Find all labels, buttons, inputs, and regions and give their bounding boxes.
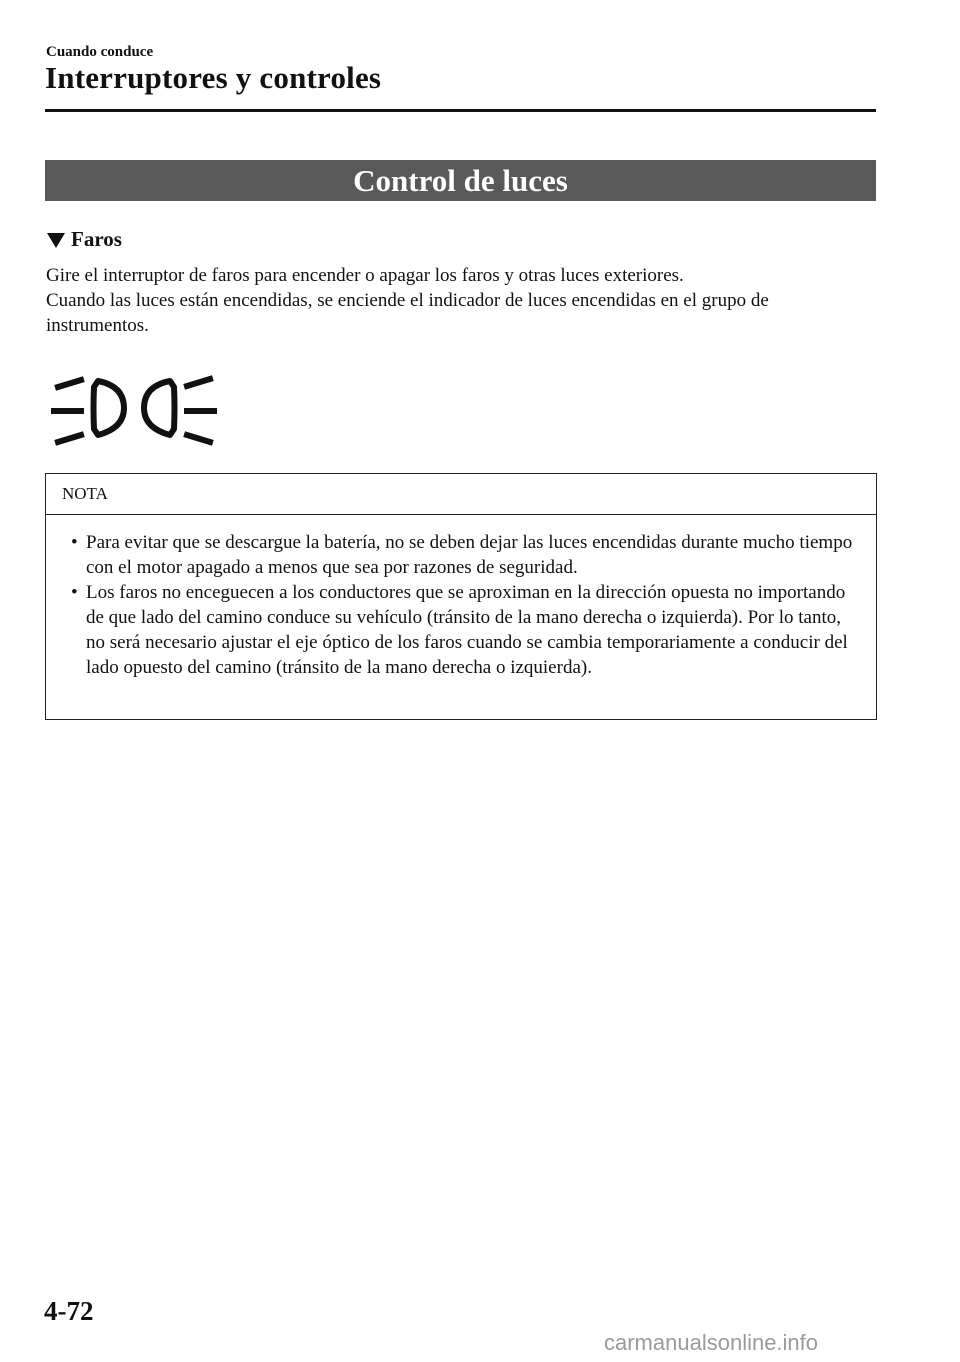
note-divider bbox=[46, 514, 876, 515]
body-paragraph bbox=[46, 263, 876, 338]
headlight-on-indicator-icon bbox=[44, 374, 224, 458]
header-divider bbox=[45, 109, 876, 112]
triangle-down-icon bbox=[46, 231, 66, 249]
section-title: Interruptores y controles bbox=[45, 60, 382, 95]
note-item-text: Los faros no enceguecen a los conductores que se aproximan en la dirección opuesta no importando de que lado del camino conduce su vehículo (tránsito de la mano derecha o izquierda). Por lo tanto, no será necesario ajustar el eje óptico de los faros cuando se cambia temporariamente a conducir del lado opuesto del camino (tránsito de la mano derecha o izquierda). bbox=[86, 582, 848, 678]
page-number: 4-72 bbox=[44, 1296, 94, 1326]
body-line-2: Cuando las luces están encendidas, se enciende el indicador de luces encendidas en el grupo de instrumentos. bbox=[46, 290, 769, 336]
chapter-label: Cuando conduce bbox=[46, 44, 154, 60]
note-item bbox=[62, 530, 862, 580]
bullet-icon: • bbox=[71, 582, 78, 603]
subsection-heading bbox=[46, 227, 122, 252]
subsection-title: Faros bbox=[71, 227, 122, 251]
page-title-banner: Control de luces bbox=[45, 160, 876, 201]
note-item bbox=[62, 580, 862, 680]
note-label: NOTA bbox=[62, 484, 108, 503]
note-item-text: Para evitar que se descargue la batería, no se deben dejar las luces encendidas durante mucho tiempo con el motor apagado a menos que sea por razones de seguridad. bbox=[86, 532, 853, 578]
bullet-icon: • bbox=[71, 532, 78, 553]
note-list bbox=[62, 530, 862, 680]
note-box bbox=[45, 473, 877, 720]
body-line-1: Gire el interruptor de faros para encender o apagar los faros y otras luces exteriores. bbox=[46, 265, 684, 286]
watermark-text: carmanualsonline.info bbox=[604, 1330, 819, 1355]
